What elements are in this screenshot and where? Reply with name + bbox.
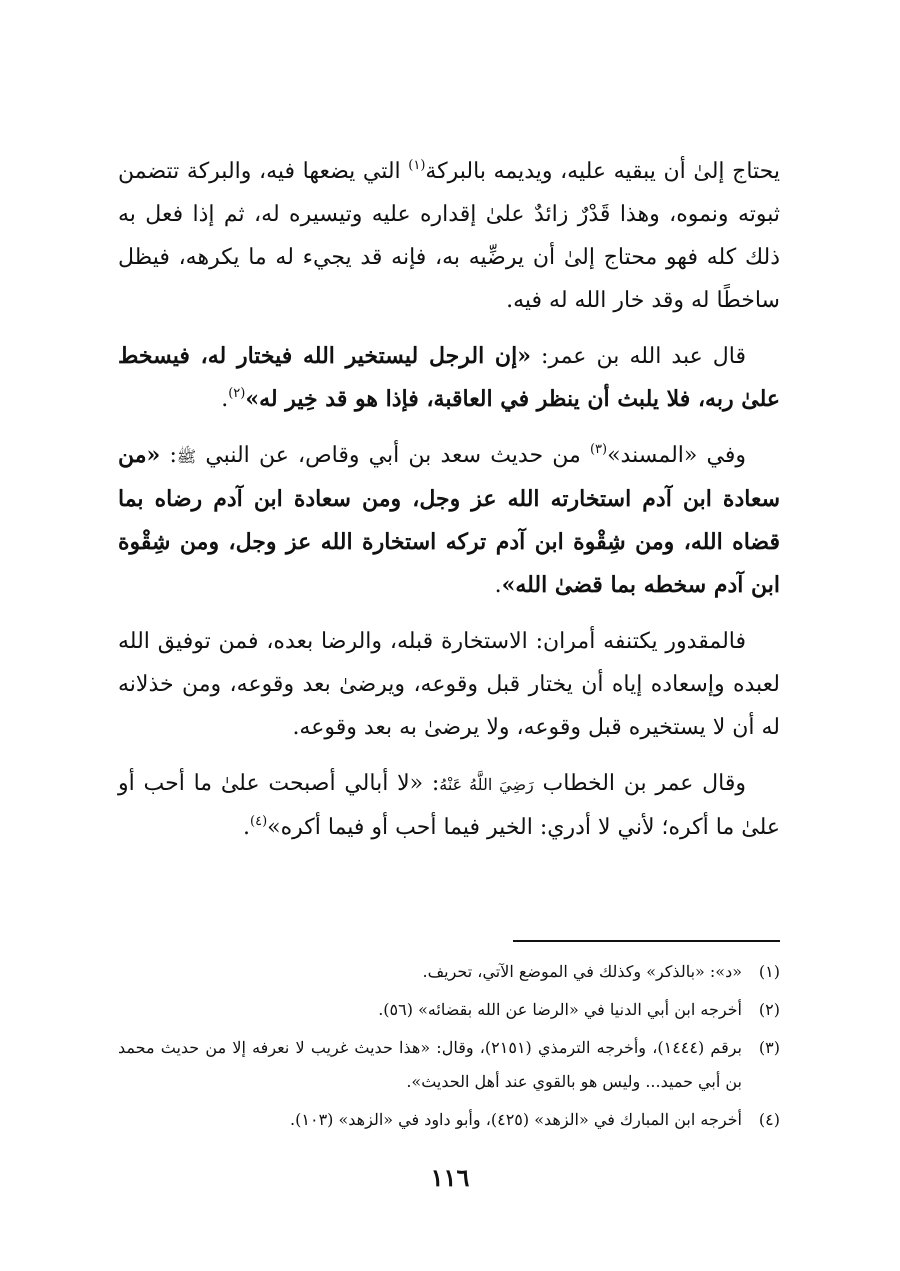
main-text [118,150,780,862]
honorific-glyph: ﷺ [176,447,197,466]
footnote-ref-2[interactable]: (٢) [228,386,246,401]
paragraph-4 [118,620,780,749]
paragraph-text: قال عبد الله بن عمر: [530,344,747,369]
footnote-item [118,993,780,1027]
footnote-number: (٣) [758,1038,780,1057]
footnote-text: «د»: «بالذكر» وكذلك في الموضع الآتي، تحريف. [422,962,742,981]
paragraph-text: : [160,443,177,468]
paragraph-text: : «لا أبالي أصبحت علىٰ ما أحب أو علىٰ ما أكره؛ لأني لا أدري: الخير فيما أحب أو فيما أكره» [118,771,780,840]
honorific-glyph: رَضِيَ اللَّهُ عَنْهُ [439,775,534,794]
footnote-number: (١) [758,962,780,981]
footnote-text: برقم (١٤٤٤)، وأخرجه الترمذي (٢١٥١)، وقال: «هذا حديث غريب لا نعرفه إلا من حديث محمد بن أبي حميد... وليس هو بالقوي عند أهل الحديث». [118,1038,742,1091]
footnote-item [118,1103,780,1137]
paragraph-text: من حديث سعد بن أبي وقاص، عن النبي [196,443,590,468]
footnote-ref-1[interactable]: (١) [408,158,426,173]
footnote-number: (٢) [758,1000,780,1019]
paragraph-text: . [243,815,251,840]
paragraph-1 [118,150,780,322]
paragraph-text: فالمقدور يكتنفه أمران: الاستخارة قبله، والرضا بعده، فمن توفيق الله لعبده وإسعاده إياه أن يختار قبل وقوعه، ويرضىٰ بعد وقوعه، ومن خذلانه له أن لا يستخيره قبل وقوعه، ولا يرضىٰ به بعد وقوعه. [118,629,780,740]
paragraph-3 [118,434,780,607]
page-number: ١١٦ [430,1163,470,1192]
footnote-ref-4[interactable]: (٤) [250,814,268,829]
footnote-item [118,1031,780,1099]
footnote-ref-3[interactable]: (٣) [589,442,608,457]
paragraph-2 [118,335,780,421]
paragraph-text: وقال عمر بن الخطاب [533,771,746,796]
paragraph-text: . [494,573,502,598]
footnote-item [118,955,780,989]
paragraph-text: التي يضعها فيه، والبركة تتضمن ثبوته ونموه، وهذا قَدْرٌ زائدٌ علىٰ إقداره عليه وتيسيره له، ثم إذا فعل به ذلك كله فهو محتاج إلىٰ أن يرضِّيه به، فإنه قد يجيء له ما يكرهه، فيظل ساخطًا له وقد خار الله له فيه. [118,159,780,313]
hadith-quotation: «من سعادة ابن آدم استخارته الله عز وجل، ومن سعادة ابن آدم رضاه بما قضاه الله، ومن شِقْوة ابن آدم تركه استخارة الله عز وجل، ومن شِقْوة ابن آدم سخطه بما قضىٰ الله» [118,442,780,598]
footnote-separator [513,940,780,942]
paragraph-text: . [221,387,229,412]
quotation: «إن الرجل ليستخير الله فيختار له، فيسخط علىٰ ربه، فلا يلبث أن ينظر في العاقبة، فإذا هو قد خِير له» [118,343,780,412]
footnotes [118,955,780,1141]
footnote-number: (٤) [758,1110,780,1129]
paragraph-5 [118,762,780,849]
footnote-text: أخرجه ابن المبارك في «الزهد» (٤٢٥)، وأبو داود في «الزهد» (١٠٣). [290,1110,742,1129]
paragraph-text: يحتاج إلىٰ أن يبقيه عليه، ويديمه بالبركة [425,159,780,184]
paragraph-text: وفي «المسند» [607,443,746,468]
footnote-text: أخرجه ابن أبي الدنيا في «الرضا عن الله بقضائه» (٥٦). [378,1000,742,1019]
